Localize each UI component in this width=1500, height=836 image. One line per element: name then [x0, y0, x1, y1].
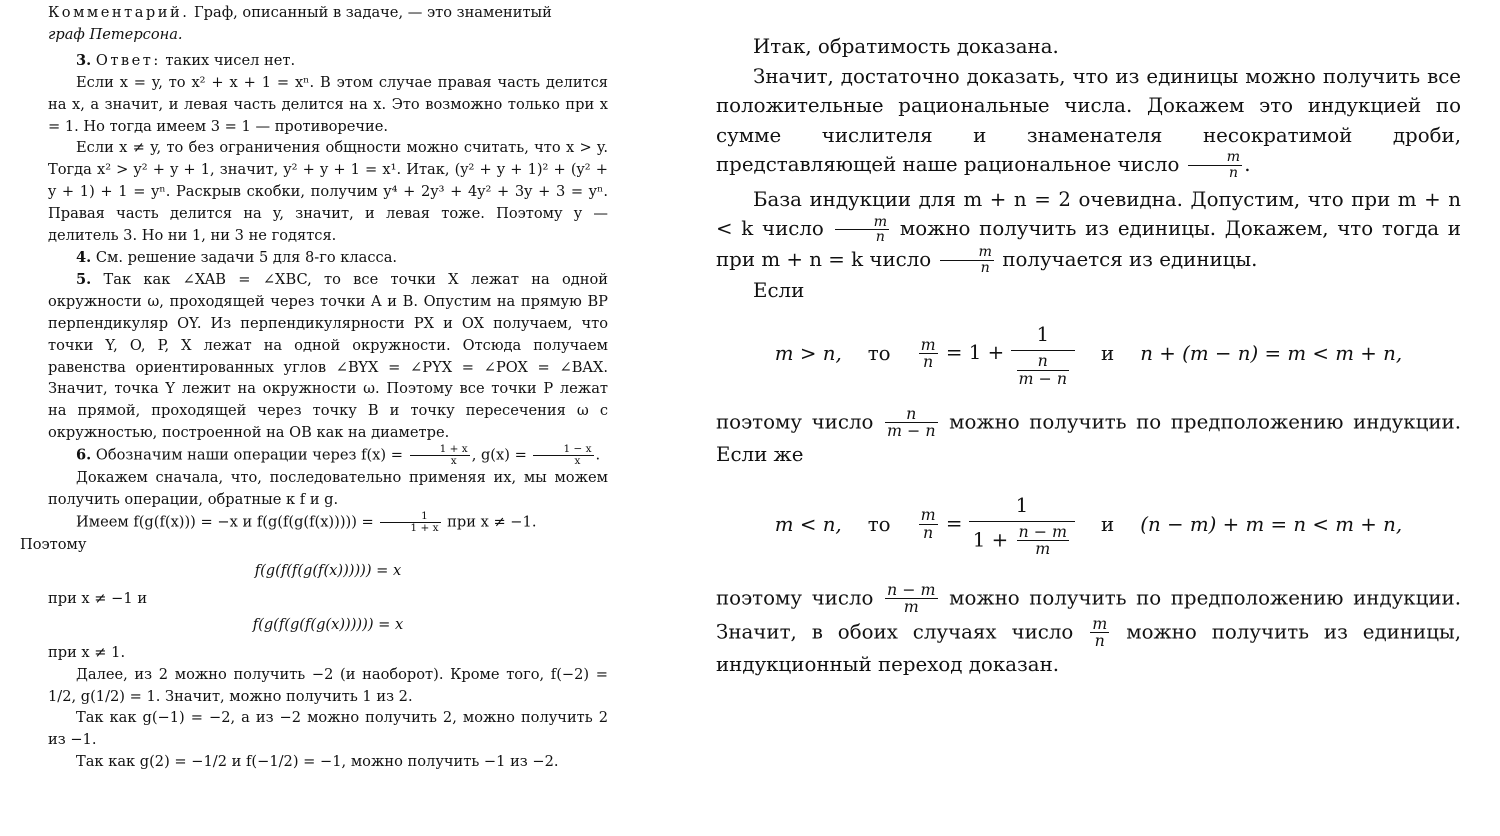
base-text-2: можно получить из единицы. Докажем, что тогда и при m + n = k число	[716, 217, 1461, 272]
denominator-n: n	[980, 260, 990, 277]
case-2-fraction	[919, 507, 938, 541]
case-1-equals: = 1 +	[945, 341, 1005, 365]
equation-2: f(g(f(g(f(g(x)))))) = x	[252, 615, 404, 633]
fraction-have-denominator: 1 + x	[410, 522, 439, 535]
comment-text: Граф, описанный в задаче, — это знаменитый	[189, 4, 552, 21]
condition-1: при x ≠ −1 и	[48, 589, 148, 607]
case-2-text: поэтому число	[716, 586, 874, 610]
base-text: База индукции для m + n = 2 очевидна. Допустим, что при m + n < k число	[716, 187, 1461, 241]
fraction-f-numerator: 1 + x	[410, 444, 470, 456]
cf-2-inner-denominator: m	[1035, 539, 1051, 559]
equation-case-1	[716, 308, 1461, 400]
comment-label: Комментарий.	[48, 4, 190, 21]
numerator-m: m	[920, 505, 936, 525]
have-condition: при x ≠ −1.	[442, 513, 537, 531]
period: .	[1244, 153, 1251, 176]
fraction-f-denominator: x	[450, 455, 457, 468]
have-text: Имеем f(g(f(x))) = −x и f(g(f(g(f(x))))) =	[76, 513, 374, 531]
base-text-3: получается из единицы.	[996, 248, 1258, 272]
paragraph-x-neq-y: Если x ≠ y, то без ограничения общности можно считать, что x > y. Тогда x² > y² + y + 1, значит, y² + y + 1 = x¹. Итак, (y² + y + 1)² + (y² + y + 1) + 1 = yⁿ. Раскрыв скобки, получим y⁴ + 2y³ + 4y² + 3y + 3 = yⁿ. Правая часть делится на y, значит, и левая тоже. Поэтому y — делитель 3. Но ни 1, ни 3 не годятся.	[48, 139, 608, 245]
paragraph-induction	[716, 62, 1461, 181]
paragraph-invertibility: Итак, обратимость доказана.	[753, 35, 1059, 58]
answer-label: Ответ:	[95, 51, 161, 69]
fraction-g	[533, 444, 593, 467]
case-1-then: то	[867, 342, 891, 366]
denominator-n: n	[923, 352, 934, 372]
case-2-formula	[917, 491, 1075, 558]
fraction-g-numerator: 1 − x	[533, 444, 593, 456]
equation-1: f(g(f(f(g(f(x)))))) = x	[254, 561, 402, 579]
cf-2-one-plus: 1 +	[972, 528, 1009, 552]
answer-3-text: таких чисел нет.	[160, 51, 296, 69]
have-therefore: Поэтому	[20, 536, 87, 554]
fraction-m-n-3	[940, 245, 995, 276]
answer-3	[48, 50, 608, 72]
denominator-m-minus-n: m − n	[887, 421, 936, 441]
case-1-condition: m > n,	[774, 342, 842, 366]
paragraph-base	[716, 185, 1461, 276]
paragraph-have	[20, 510, 608, 556]
paragraph-case-1	[716, 403, 1461, 470]
answer-4-number: 4.	[76, 248, 92, 266]
denominator-n: n	[1094, 631, 1105, 651]
if-label: Если	[753, 279, 805, 303]
case-1-text-2: можно получить по предположению индукции. Если же	[716, 410, 1461, 467]
paragraph-g-minus-1: Так как g(−1) = −2, а из −2 можно получить 2, можно получить 2 из −1.	[48, 709, 608, 749]
case-1-fraction	[919, 334, 938, 372]
paragraph-g-2: Так как g(2) = −1/2 и f(−1/2) = −1, можно получить −1 из −2.	[76, 753, 559, 771]
numerator-m: m	[940, 245, 995, 261]
answer-5-number: 5.	[76, 270, 92, 288]
numerator-m: m	[1188, 150, 1243, 166]
numerator-n: n	[885, 406, 938, 424]
condition-2: при x ≠ 1.	[48, 643, 126, 661]
case-2-sum: (n − m) + m = n < m + n,	[1140, 512, 1403, 536]
denominator-n: n	[875, 229, 885, 246]
fraction-have-numerator: 1	[380, 511, 440, 523]
induction-text: Значит, достаточно доказать, что из единицы можно получить все положительные рациональные числа. Докажем это индукцией по сумме числителя и знаменателя несократимой дроби, представляющей наше рациональное число	[716, 64, 1461, 176]
comment-paragraph	[48, 2, 608, 46]
case-2-equals: =	[945, 512, 963, 536]
paragraph-x-eq-y: Если x = y, то x² + x + 1 = xⁿ. В этом случае правая часть делится на x, а значит, и левая часть делится на x. Это возможно только при x = 1. Но тогда имеем 3 = 1 — противоречие.	[48, 73, 608, 135]
answer-5-text: Так как ∠XAB = ∠XBC, то все точки X лежат на одной окружности ω, проходящей через точки A и B. Опустим на прямую BP перпендикуляр OY. Из перпендикулярности PX и OX получаем, что точки Y, O, P, X лежат на одной окружности. Отсюда получаем равенства ориентированных углов ∠BYX = ∠PYX = ∠POX = ∠BAX. Значит, точка Y лежит на окружности ω. Поэтому все точки P лежат на прямой, проходящей через точку B и точку пересечения ω с окружностью, построенной на OB как на диаметре.	[48, 270, 608, 442]
case-1-sum: n + (m − n) = m < m + n,	[1140, 342, 1403, 366]
fraction-g-denominator: x	[574, 455, 581, 468]
case-2-and: и	[1101, 512, 1115, 536]
case-1-text: поэтому число	[716, 410, 874, 434]
case-2-condition: m < n,	[774, 512, 842, 536]
numerator-m: m	[835, 215, 890, 231]
paragraph-further: Далее, из 2 можно получить −2 (и наоборот). Кроме того, f(−2) = 1/2, g(1/2) = 1. Значит, можно получить 1 из 2.	[48, 665, 608, 705]
right-page	[716, 32, 1461, 836]
fraction-have	[380, 511, 440, 534]
cf-1-denominator	[1011, 351, 1076, 387]
equation-case-2	[716, 476, 1461, 574]
denominator-n: n	[922, 523, 934, 543]
cf-2-inner-numerator: n − m	[1018, 521, 1068, 541]
cf-2-inner-fraction	[1017, 521, 1070, 559]
answer-6-mid: , g(x) =	[471, 446, 527, 464]
answer-4-text: См. решение задачи 5 для 8-го класса.	[91, 248, 398, 266]
paragraph-case-2	[716, 579, 1461, 680]
case-2-text-3: можно получить из единицы, индукционный переход доказан.	[716, 620, 1461, 677]
answer-6	[48, 444, 608, 467]
cf-1-inner-fraction	[1017, 350, 1070, 388]
answer-4	[48, 247, 608, 269]
comment-italic: граф Петерсона.	[48, 25, 183, 43]
denominator-m: m	[903, 597, 919, 617]
cf-2-numerator: 1	[969, 491, 1075, 522]
fraction-m-n-2	[835, 215, 890, 246]
numerator-n-minus-m: n − m	[887, 579, 936, 599]
case-2-then: то	[867, 512, 891, 536]
fraction-n-over-m-minus-n	[885, 403, 938, 441]
continued-fraction-2	[969, 491, 1075, 558]
fraction-m-n-4	[1090, 613, 1109, 651]
paragraph-inverse: Докажем сначала, что, последовательно применяя их, мы можем получить операции, обратные к f и g.	[48, 469, 608, 509]
cf-1-inner-numerator: n	[1017, 353, 1070, 371]
denominator-n: n	[1228, 165, 1239, 181]
numerator-m: m	[920, 334, 936, 354]
case-1-formula	[917, 320, 1075, 387]
fraction-f	[410, 444, 470, 467]
fraction-m-n	[1188, 150, 1243, 181]
cf-2-denominator	[969, 522, 1075, 558]
answer-6-end: .	[595, 446, 601, 464]
answer-6-number: 6.	[76, 446, 92, 464]
case-2-text-2: можно получить по предположению индукции. Значит, в обоих случаях число	[716, 586, 1461, 644]
answer-5	[48, 269, 608, 444]
numerator-m: m	[1092, 613, 1108, 633]
fraction-n-minus-m-over-m	[885, 579, 938, 617]
continued-fraction-1	[1011, 320, 1076, 387]
case-1-and: и	[1101, 342, 1115, 366]
answer-6-text: Обозначим наши операции через f(x) =	[91, 446, 403, 464]
left-page	[20, 2, 608, 836]
answer-3-number: 3.	[76, 51, 92, 69]
cf-1-numerator: 1	[1011, 320, 1076, 351]
cf-1-inner-denominator: m − n	[1018, 368, 1068, 388]
